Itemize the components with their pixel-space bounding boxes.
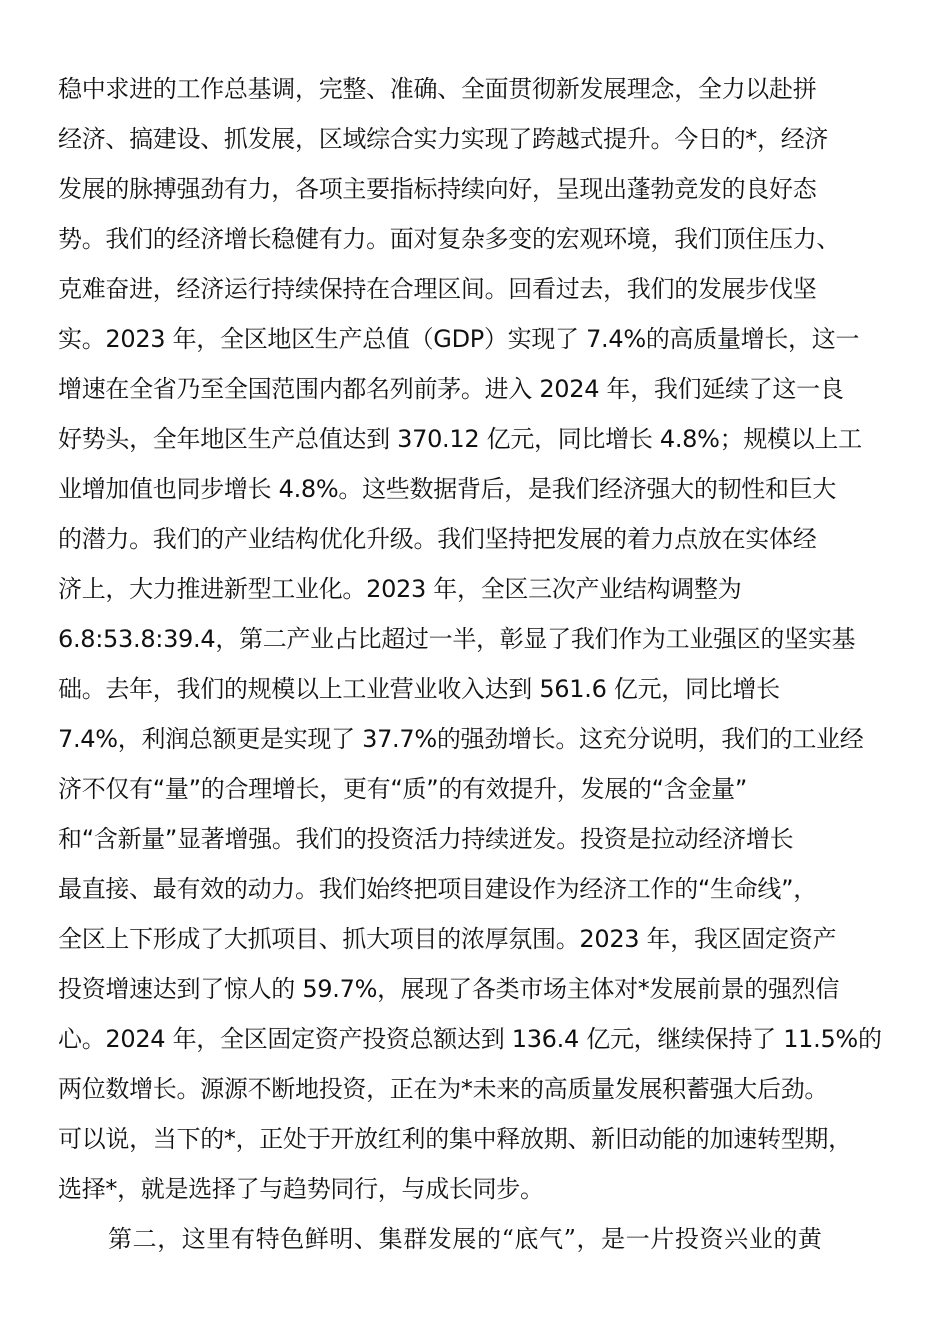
text-line: 势。我们的经济增长稳健有力。面对复杂多变的宏观环境，我们顶住压力、 <box>58 225 841 253</box>
text-line: 业增加值也同步增长 4.8%。这些数据背后，是我们经济强大的韧性和巨大 <box>58 475 837 503</box>
text-line: 发展的脉搏强劲有力，各项主要指标持续向好，呈现出蓬勃竞发的良好态 <box>58 175 817 203</box>
text-line: 实。2023 年，全区地区生产总值（GDP）实现了 7.4%的高质量增长，这一 <box>58 325 860 353</box>
text-line: 的潜力。我们的产业结构优化升级。我们坚持把发展的着力点放在实体经 <box>58 525 817 553</box>
text-line: 全区上下形成了大抓项目、抓大项目的浓厚氛围。2023 年，我区固定资产 <box>58 925 837 953</box>
text-line: 第二，这里有特色鲜明、集群发展的“底气”，是一片投资兴业的黄 <box>108 1225 823 1253</box>
text-line: 两位数增长。源源不断地投资，正在为*未来的高质量发展积蓄强大后劲。 <box>58 1075 829 1103</box>
paragraph-second-point <box>58 1214 898 1264</box>
text-line: 心。2024 年，全区固定资产投资总额达到 136.4 亿元，继续保持了 11.5%的 <box>58 1025 882 1053</box>
text-line: 增速在全省乃至全国范围内都名列前茅。进入 2024 年，我们延续了这一良 <box>58 375 844 403</box>
text-line: 经济、搞建设、抓发展，区域综合实力实现了跨越式提升。今日的*，经济 <box>58 125 829 153</box>
text-line: 济不仅有“量”的合理增长，更有“质”的有效提升，发展的“含金量” <box>58 775 747 803</box>
text-line: 好势头，全年地区生产总值达到 370.12 亿元，同比增长 4.8%；规模以上工 <box>58 425 862 453</box>
paragraph-economic-overview <box>58 64 898 1214</box>
text-line: 和“含新量”显著增强。我们的投资活力持续迸发。投资是拉动经济增长 <box>58 825 794 853</box>
text-line: 克难奋进，经济运行持续保持在合理区间。回看过去，我们的发展步伐坚 <box>58 275 817 303</box>
text-line: 投资增速达到了惊人的 59.7%，展现了各类市场主体对*发展前景的强烈信 <box>58 975 840 1003</box>
text-line: 最直接、最有效的动力。我们始终把项目建设作为经济工作的“生命线”， <box>58 875 817 903</box>
text-line: 可以说，当下的*，正处于开放红利的集中释放期、新旧动能的加速转型期， <box>58 1125 852 1153</box>
text-line: 济上，大力推进新型工业化。2023 年，全区三次产业结构调整为 <box>58 575 742 603</box>
text-line: 选择*，就是选择了与趋势同行，与成长同步。 <box>58 1175 544 1203</box>
text-line: 础。去年，我们的规模以上工业营业收入达到 561.6 亿元，同比增长 <box>58 675 780 703</box>
text-line: 6.8:53.8:39.4，第二产业占比超过一半，彰显了我们作为工业强区的坚实基 <box>58 625 856 653</box>
text-line: 7.4%，利润总额更是实现了 37.7%的强劲增长。这充分说明，我们的工业经 <box>58 725 864 753</box>
text-line: 稳中求进的工作总基调，完整、准确、全面贯彻新发展理念，全力以赴拼 <box>58 75 817 103</box>
document-body <box>58 64 898 1264</box>
